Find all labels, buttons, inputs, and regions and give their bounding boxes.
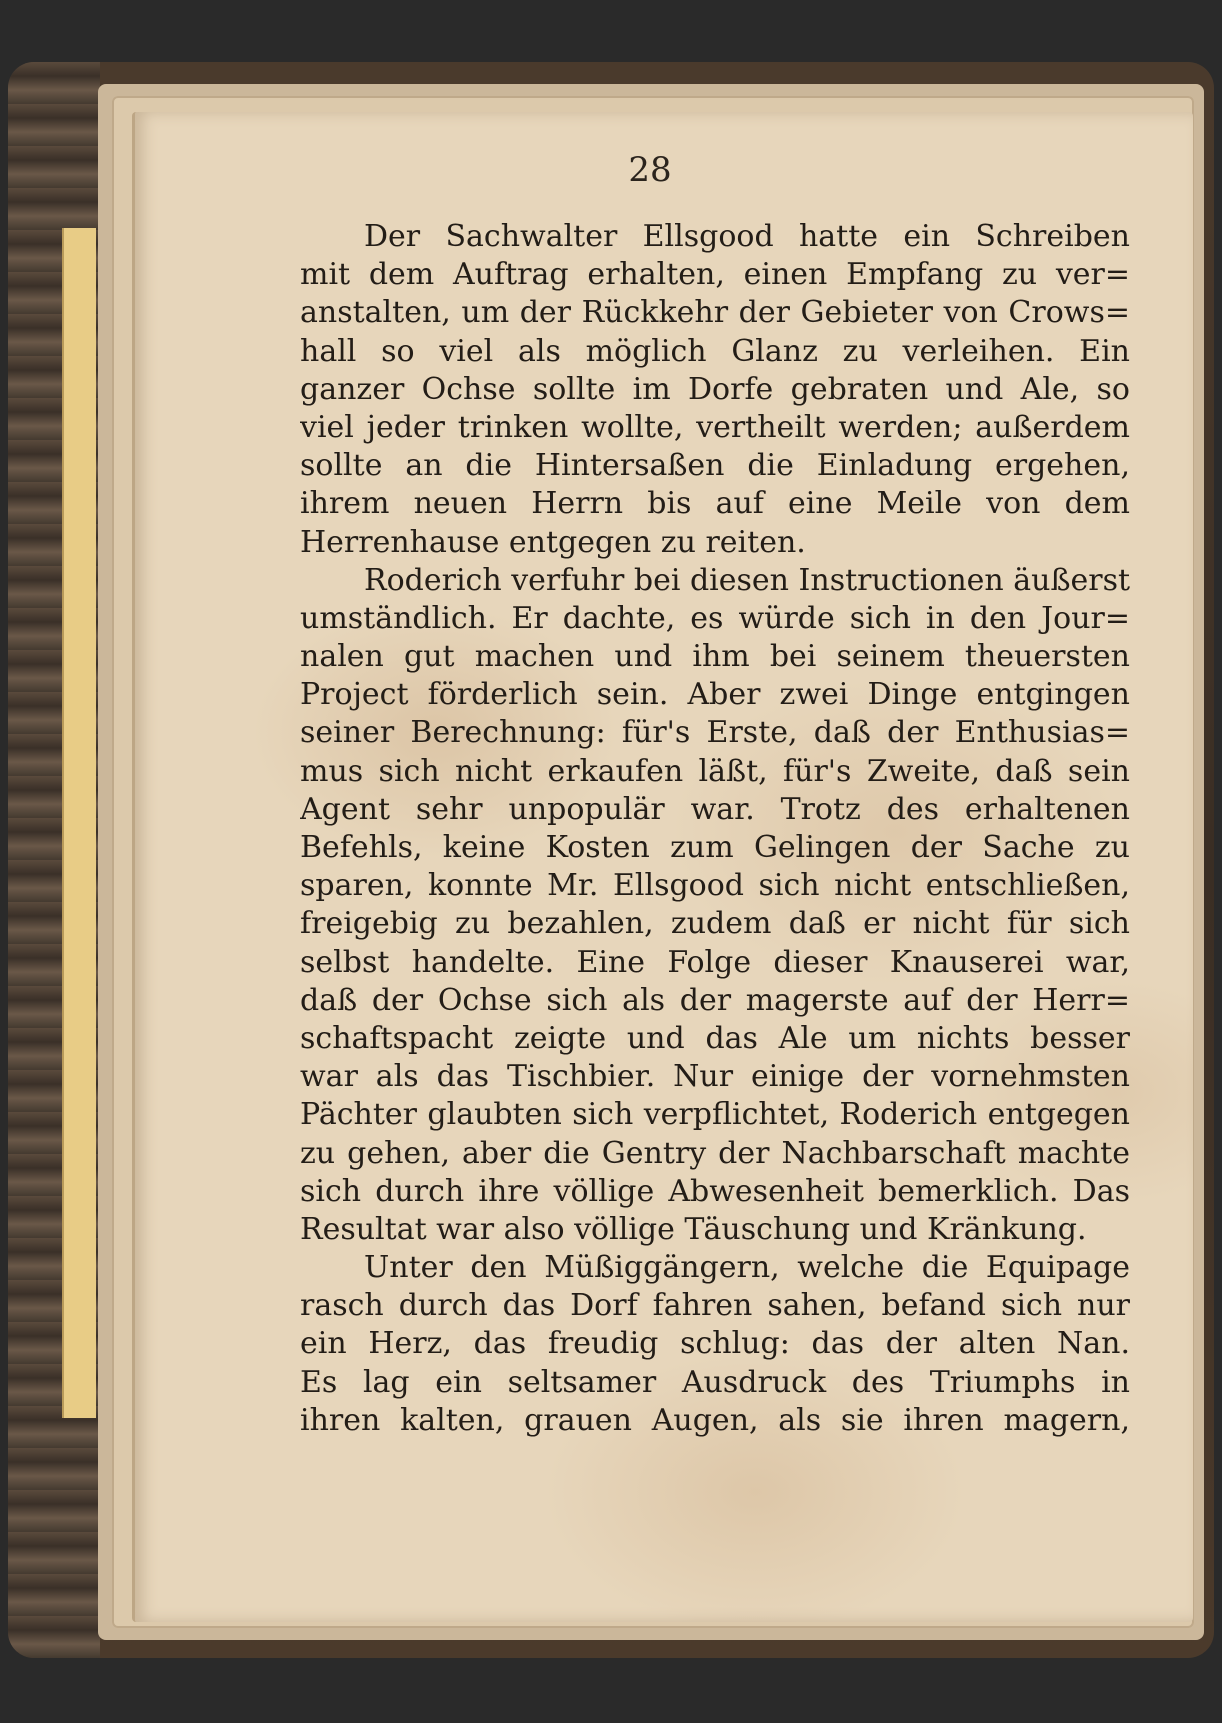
text-line: mit dem Auftrag erhalten, einen Empfang zu ver=	[300, 257, 1130, 293]
text-line: rasch durch das Dorf fahren sahen, befand sich nur	[300, 1288, 1130, 1324]
text-line: nalen gut machen und ihm bei seinem theuersten	[300, 639, 1130, 675]
text-line: Agent sehr unpopulär war. Trotz des erhaltenen	[300, 791, 1130, 827]
spine-paper-strip	[62, 228, 96, 1418]
text-line: Resultat war also völlige Täuschung und Kränkung.	[300, 1211, 1087, 1247]
text-line: Pächter glaubten sich verpflichtet, Roderich entgegen	[300, 1097, 1130, 1133]
text-line: war als das Tischbier. Nur einige der vornehmsten	[300, 1059, 1130, 1095]
text-line: anstalten, um der Rückkehr der Gebieter von Crows=	[300, 295, 1130, 331]
text-line: Unter den Müßiggängern, welche die Equipage	[364, 1250, 1130, 1286]
text-line: zu gehen, aber die Gentry der Nachbarschaft machte	[300, 1135, 1130, 1171]
text-line: daß der Ochse sich als der magerste auf der Herr=	[300, 982, 1130, 1018]
text-line: freigebig zu bezahlen, zudem daß er nicht für sich	[300, 906, 1130, 942]
page-text	[300, 218, 1130, 1440]
text-line: sparen, konnte Mr. Ellsgood sich nicht entschließen,	[300, 868, 1130, 904]
text-line: Es lag ein seltsamer Ausdruck des Triumphs in	[300, 1364, 1130, 1400]
text-line: schaftspacht zeigte und das Ale um nichts besser	[300, 1020, 1130, 1056]
text-line: ihrem neuen Herrn bis auf eine Meile von dem	[300, 486, 1130, 522]
text-line: ganzer Ochse sollte im Dorfe gebraten und Ale, so	[300, 371, 1130, 407]
text-line: mus sich nicht erkaufen läßt, für's Zweite, daß sein	[300, 753, 1130, 789]
text-line: viel jeder trinken wollte, vertheilt werden; außerdem	[300, 409, 1130, 445]
text-line: Herrenhause entgegen zu reiten.	[300, 524, 806, 560]
text-line: sollte an die Hintersaßen die Einladung ergehen,	[300, 448, 1130, 484]
page-number: 28	[628, 150, 672, 190]
text-line: Roderich verfuhr bei diesen Instructionen äußerst	[364, 562, 1130, 598]
text-line: Der Sachwalter Ellsgood hatte ein Schreiben	[364, 219, 1130, 254]
text-line: ein Herz, das freudig schlug: das der alten Nan.	[300, 1326, 1130, 1362]
text-line: hall so viel als möglich Glanz zu verleihen. Ein	[300, 333, 1130, 369]
text-line: Befehls, keine Kosten zum Gelingen der Sache zu	[300, 830, 1130, 865]
text-line: selbst handelte. Eine Folge dieser Knauserei war,	[300, 944, 1130, 980]
text-line: seiner Berechnung: für's Erste, daß der Enthusias=	[300, 715, 1130, 751]
text-line: sich durch ihre völlige Abwesenheit bemerklich. Das	[300, 1173, 1130, 1209]
text-line: ihren kalten, grauen Augen, als sie ihren magern,	[300, 1402, 1130, 1438]
text-line: Project förderlich sein. Aber zwei Dinge entgingen	[300, 677, 1130, 713]
text-line: umständlich. Er dachte, es würde sich in den Jour=	[300, 600, 1130, 636]
